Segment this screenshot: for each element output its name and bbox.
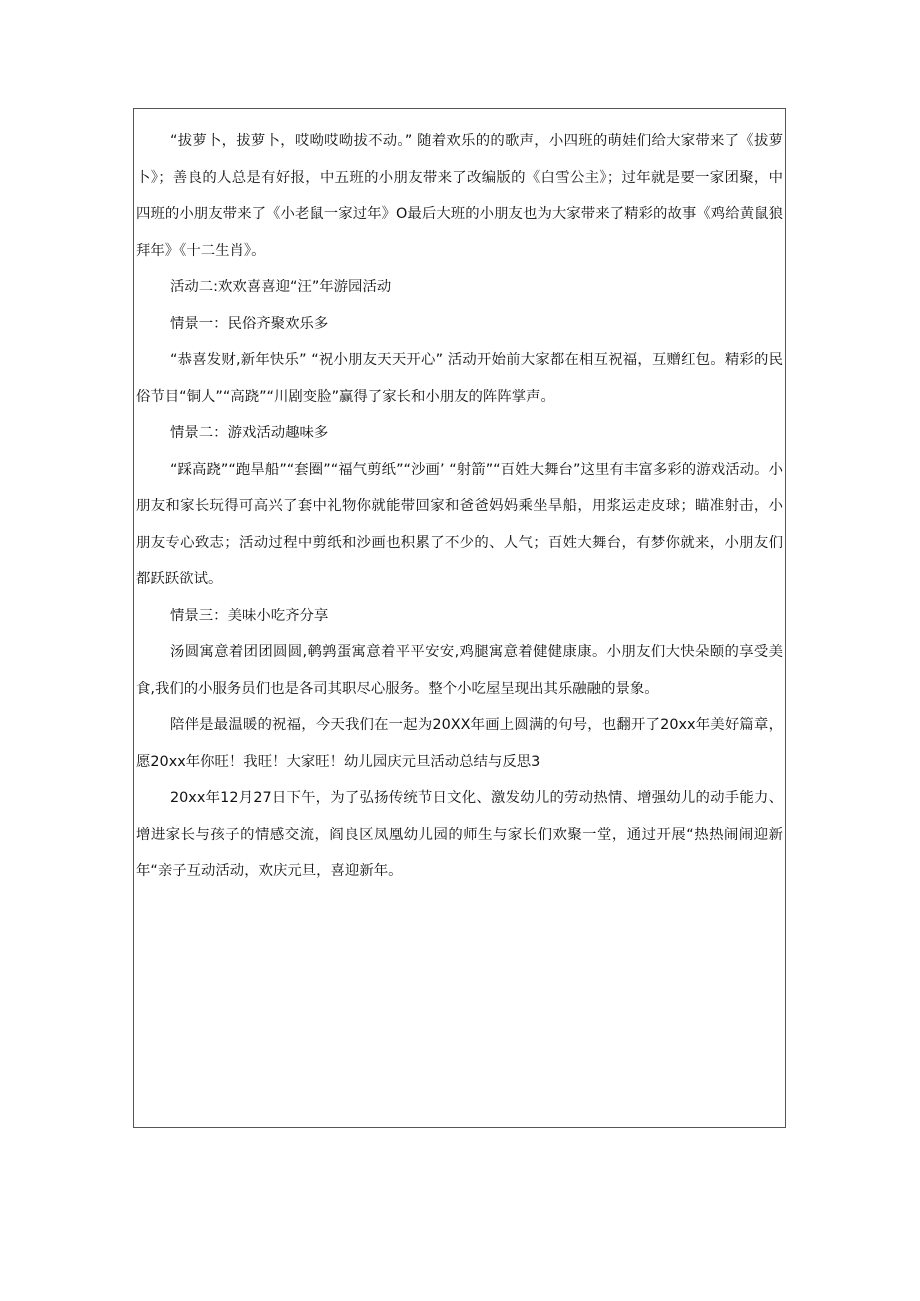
heading-scene-one: 情景一：民俗齐聚欢乐多	[170, 315, 329, 332]
heading-activity-two: 活动二:欢欢喜喜迎“汪”年游园活动	[170, 279, 392, 295]
document-body	[134, 123, 785, 890]
paragraph-new-year-event: 20xx年12月27日下午，为了弘扬传统节日文化、激发幼儿的劳动热情、增强幼儿的动手能力、增进家长与孩子的情感交流，阎良区凤凰幼儿园的师生与家长们欢聚一堂，通过开展“热热闹闹迎新年“亲子互动活动，欢庆元旦，喜迎新年。	[136, 790, 783, 879]
heading-scene-three: 情景三：美味小吃齐分享	[170, 607, 329, 624]
paragraph-story-performances: “拔萝卜，拔萝卜，哎呦哎呦拔不动。” 随着欢乐的的歌声，小四班的萌娃们给大家带来了《拔萝卜》；善良的人总是有好报，中五班的小朋友带来了改编版的《白雪公主》；过年就是要一家团聚，中四班的小朋友带来了《小老鼠一家过年》O最后大班的小朋友也为大家带来了精彩的故事《鸡给黄鼠狼拜年》《十二生肖》。	[136, 133, 783, 259]
paragraph-snacks: 汤圆寓意着团团圆圆,鹌鹑蛋寓意着平平安安,鸡腿寓意着健健康康。小朋友们大快朵颐的享受美食,我们的小服务员们也是各司其职尽心服务。整个小吃屋呈现出其乐融融的景象。	[136, 644, 783, 697]
document-frame	[133, 108, 786, 1128]
paragraph-games: “踩高跷”“跑旱船”“套圈”“福气剪纸”“沙画’ “射箭”“百姓大舞台”这里有丰富多彩的游戏活动。小朋友和家长玩得可高兴了套中礼物你就能带回家和爸爸妈妈乘坐旱船，用浆运走皮球；瞄准射击，小朋友专心致志；活动过程中剪纸和沙画也积累了不少的、人气；百姓大舞台，有梦你就来，小朋友们都跃跃欲试。	[136, 461, 783, 587]
heading-scene-two: 情景二：游戏活动趣味多	[170, 425, 329, 441]
paragraph-folk-performances: “恭喜发财,新年快乐” “祝小朋友天天开心” 活动开始前大家都在相互祝福，互赠红包。精彩的民俗节目“铜人”“高跷”“川剧变脸”赢得了家长和小朋友的阵阵掌声。	[136, 352, 783, 405]
paragraph-blessing: 陪伴是最温暖的祝福，今天我们在一起为20XX年画上圆满的句号，也翻开了20xx年美好篇章，愿20xx年你旺！我旺！大家旺！幼儿园庆元旦活动总结与反思3	[136, 717, 783, 770]
